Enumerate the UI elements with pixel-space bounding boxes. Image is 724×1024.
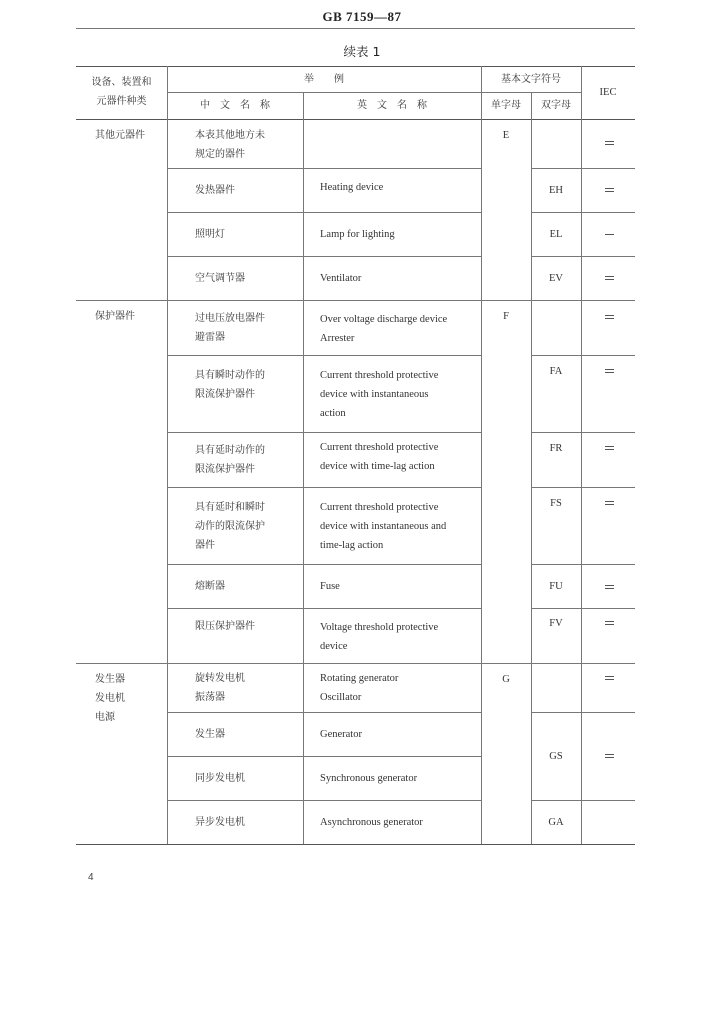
english-name-cell [320, 669, 398, 707]
chinese-name-cell [195, 669, 245, 707]
category-cell: 保护器件 [95, 311, 135, 322]
english-name-cell: Asynchronous generator [320, 817, 423, 828]
header-english-name: 英 文 名 称 [357, 100, 427, 111]
header-double-letter: 双字母 [541, 100, 571, 111]
row-rule [531, 355, 635, 356]
header-category [76, 73, 167, 111]
english-name-line: device with time-lag action [320, 461, 435, 472]
row-rule [167, 608, 481, 609]
category-line: 电源 [95, 712, 115, 723]
english-name-line: device with instantaneous [320, 389, 429, 400]
column-rule [303, 92, 304, 844]
chinese-name-cell [195, 498, 265, 555]
iec-equal-mark [605, 585, 614, 591]
double-letter-code: FV [549, 618, 563, 629]
row-rule [167, 432, 481, 433]
row-rule [167, 256, 481, 257]
chinese-name-cell [195, 441, 265, 479]
header-category-line: 元器件种类 [96, 96, 147, 107]
column-rule [531, 92, 532, 844]
document-code: GB 7159—87 [322, 9, 402, 24]
chinese-name-line: 动作的限流保护 [195, 521, 265, 532]
english-name-cell: Lamp for lighting [320, 229, 395, 240]
table-top-rule [76, 66, 635, 67]
row-rule [167, 564, 481, 565]
row-rule [531, 256, 635, 257]
category-line: 发生器 [95, 674, 125, 685]
iec-equal-mark [605, 501, 614, 507]
group-rule [76, 663, 635, 664]
chinese-name-line: 具有延时和瞬时 [195, 502, 265, 513]
header-rule [76, 28, 635, 29]
chinese-name-cell: 限压保护器件 [195, 621, 255, 632]
row-rule [531, 564, 635, 565]
single-letter-code: F [503, 311, 509, 322]
english-name-line: Arrester [320, 333, 355, 344]
header-basic-symbol: 基本文字符号 [501, 74, 561, 85]
double-letter-code: EV [549, 273, 563, 284]
page-number: 4 [88, 872, 94, 883]
iec-equal-mark [605, 369, 614, 375]
double-letter-code: FU [549, 581, 563, 592]
iec-equal-mark [605, 141, 614, 147]
chinese-name-cell: 熔断器 [195, 581, 225, 592]
double-letter-code: FS [550, 498, 562, 509]
iec-equal-mark [605, 676, 614, 682]
header-category-line: 设备、装置和 [91, 77, 152, 88]
row-rule [531, 487, 635, 488]
category-line: 发电机 [95, 693, 125, 704]
row-rule [531, 432, 635, 433]
row-rule [531, 800, 635, 801]
row-rule [531, 212, 635, 213]
row-rule [167, 712, 481, 713]
chinese-name-line: 避雷器 [195, 332, 225, 343]
english-name-line: device [320, 641, 348, 652]
double-letter-code: GA [548, 817, 564, 828]
table-bottom-rule [76, 844, 635, 845]
english-name-cell [320, 310, 447, 348]
iec-equal-mark [605, 315, 614, 321]
double-letter-code: EH [549, 185, 563, 196]
iec-equal-mark [605, 188, 614, 194]
english-name-line: Voltage threshold protective [320, 622, 439, 633]
double-letter-code: FR [549, 443, 563, 454]
iec-equal-mark [605, 754, 614, 760]
header-single-letter: 单字母 [491, 100, 521, 111]
chinese-name-cell [195, 366, 265, 404]
header-chinese-name: 中 文 名 称 [200, 100, 270, 111]
group-rule [76, 300, 635, 301]
english-name-line: action [320, 408, 346, 419]
column-rule [481, 66, 482, 844]
row-rule [531, 168, 635, 169]
iec-equal-mark [605, 446, 614, 452]
header-bottom-rule [76, 119, 635, 120]
double-letter-code: GS [549, 751, 563, 762]
english-name-cell: Generator [320, 729, 362, 740]
row-rule [167, 487, 481, 488]
row-rule [531, 712, 635, 713]
english-name-cell: Synchronous generator [320, 773, 418, 784]
english-name-cell: Ventilator [320, 273, 362, 284]
english-name-line: Current threshold protective [320, 370, 439, 381]
english-name-line: time-lag action [320, 540, 384, 551]
chinese-name-line: 本表其他地方未 [195, 130, 265, 141]
english-name-cell [320, 498, 446, 555]
english-name-cell: Heating device [320, 182, 384, 193]
chinese-name-cell [195, 126, 265, 164]
iec-equal-mark [605, 621, 614, 627]
header-iec: IEC [599, 87, 617, 98]
chinese-name-line: 旋转发电机 [195, 673, 245, 684]
english-name-line: Rotating generator [320, 673, 399, 684]
chinese-name-cell: 空气调节器 [195, 273, 245, 284]
column-rule [581, 66, 582, 844]
english-name-cell [320, 366, 438, 423]
chinese-name-line: 规定的器件 [195, 149, 245, 160]
chinese-name-line: 器件 [195, 540, 215, 551]
chinese-name-cell [195, 309, 265, 347]
english-name-line: Current threshold protective [320, 442, 439, 453]
header-example: 举 例 [304, 74, 344, 85]
chinese-name-line: 具有延时动作的 [195, 445, 265, 456]
chinese-name-line: 过电压放电器件 [195, 313, 265, 324]
row-rule [167, 168, 481, 169]
row-rule [531, 608, 635, 609]
chinese-name-cell: 照明灯 [195, 229, 225, 240]
english-name-line: Oscillator [320, 692, 362, 703]
chinese-name-line: 限流保护器件 [195, 464, 255, 475]
chinese-name-line: 限流保护器件 [195, 389, 255, 400]
category-cell: 其他元器件 [95, 130, 145, 141]
row-rule [167, 355, 481, 356]
row-rule [167, 212, 481, 213]
category-cell [95, 670, 125, 727]
chinese-name-cell: 异步发电机 [195, 817, 245, 828]
row-rule [167, 800, 481, 801]
english-name-cell: Fuse [320, 581, 340, 592]
iec-equal-mark [605, 276, 614, 282]
chinese-name-line: 振荡器 [195, 692, 225, 703]
chinese-name-cell: 发生器 [195, 729, 225, 740]
column-rule [167, 66, 168, 844]
single-letter-code: G [502, 674, 510, 685]
header-mid-rule [167, 92, 581, 93]
row-rule [167, 756, 481, 757]
chinese-name-cell: 同步发电机 [195, 773, 245, 784]
single-letter-code: E [502, 130, 510, 141]
english-name-line: device with instantaneous and [320, 521, 447, 532]
chinese-name-cell: 发热器件 [195, 185, 235, 196]
english-name-line: Over voltage discharge device [320, 314, 448, 325]
table-continuation-title: 续表 1 [343, 44, 381, 59]
english-name-cell [320, 618, 438, 656]
double-letter-code: EL [549, 229, 563, 240]
double-letter-code: FA [549, 366, 563, 377]
iec-dash-mark [605, 234, 614, 237]
english-name-line: Current threshold protective [320, 502, 439, 513]
english-name-cell [320, 438, 438, 476]
chinese-name-line: 具有瞬时动作的 [195, 370, 265, 381]
